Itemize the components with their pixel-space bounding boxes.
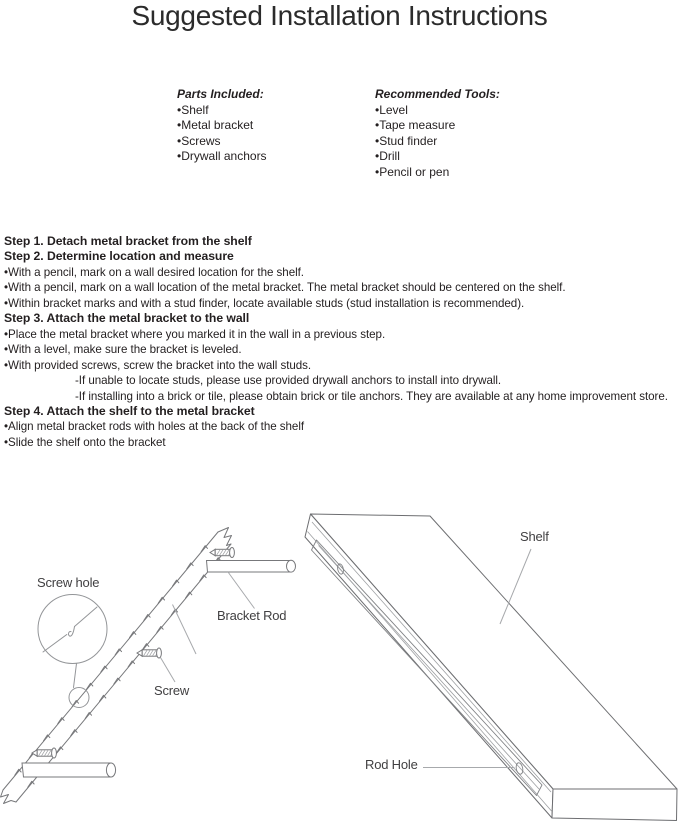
- step-3-subnote: -If unable to locate studs, please use provided drywall anchors to install into drywall.: [75, 374, 502, 388]
- magnified-bracket-edge-2: [43, 635, 67, 653]
- parts-heading: Parts Included:: [177, 87, 264, 101]
- bracket-rod-bottom: [22, 763, 111, 777]
- step-4-bullet: •Slide the shelf onto the bracket: [4, 435, 166, 449]
- tools-heading: Recommended Tools:: [375, 87, 500, 101]
- highlight-circle-on-bracket: [69, 688, 89, 708]
- magnifier-circle: [38, 595, 107, 664]
- magnified-screw-hole-notch: [68, 627, 74, 637]
- list-item: •Tape measure: [375, 118, 456, 133]
- step-3-bullet: •Place the metal bracket where you marked it in the wall in a previous step.: [4, 327, 386, 341]
- step-3-bullet: •With a level, make sure the bracket is leveled.: [4, 343, 242, 357]
- step-3-heading: Step 3. Attach the metal bracket to the wall: [4, 311, 250, 326]
- bracket-top-break: [218, 528, 232, 546]
- list-item: •Drill: [375, 149, 400, 164]
- step-4-bullet: •Align metal bracket rods with holes at the back of the shelf: [4, 420, 305, 434]
- bracket-bottom-break: [1, 790, 17, 804]
- screw-bottom: [32, 748, 56, 758]
- shelf-label: Shelf: [520, 529, 549, 544]
- step-4-heading: Step 4. Attach the shelf to the metal bracket: [4, 403, 255, 418]
- bracket-rod-top-cap: [287, 560, 296, 572]
- screw-leader-line: [161, 658, 176, 683]
- list-item: •Metal bracket: [177, 118, 254, 133]
- step-2-bullet: •With a pencil, mark on a wall location of the metal bracket. The metal bracket should be centered on the shelf.: [4, 281, 566, 295]
- screw-top: [210, 548, 234, 558]
- step-2-bullet: •Within bracket marks and with a stud finder, locate available studs (stud installation is recommended).: [4, 296, 525, 310]
- metal-bracket-drawing: [1, 528, 232, 804]
- list-item: •Stud finder: [375, 133, 438, 148]
- step-2-heading: Step 2. Determine location and measure: [4, 249, 234, 264]
- screw-hole-label: Screw hole: [37, 575, 100, 590]
- screw-label: Screw: [154, 683, 190, 698]
- rod-hole-label: Rod Hole: [365, 757, 418, 772]
- list-item: •Pencil or pen: [375, 164, 450, 179]
- list-item: •Shelf: [177, 102, 209, 117]
- bracket-rod-top: [207, 561, 292, 573]
- shelf-end-face: [552, 789, 677, 821]
- screw-hole-magnifier: [38, 595, 107, 708]
- step-2-bullet: •With a pencil, mark on a wall desired location for the shelf.: [4, 265, 304, 279]
- list-item: •Level: [375, 102, 408, 117]
- bracket-rods: [22, 560, 296, 777]
- bracket-rod-bottom-cap: [106, 763, 115, 777]
- list-item: •Drywall anchors: [177, 149, 267, 164]
- magnified-bracket-edge: [75, 607, 98, 627]
- step-1-heading: Step 1. Detach metal bracket from the shelf: [4, 234, 252, 248]
- page-title: Suggested Installation Instructions: [131, 0, 548, 31]
- bracket-rod-label: Bracket Rod: [217, 608, 287, 623]
- screw-middle: [137, 648, 161, 658]
- bracket-leader-line: [173, 605, 197, 655]
- bracket-rod-leader-line: [228, 572, 255, 609]
- step-3-subnote: -If installing into a brick or tile, please obtain brick or tile anchors. They are available at any home improvement store.: [75, 389, 668, 403]
- list-item: •Screws: [177, 133, 221, 148]
- magnifier-connector-line: [74, 664, 77, 688]
- shelf-drawing: [305, 514, 677, 821]
- step-3-bullet: •With provided screws, screw the bracket into the wall studs.: [4, 358, 312, 372]
